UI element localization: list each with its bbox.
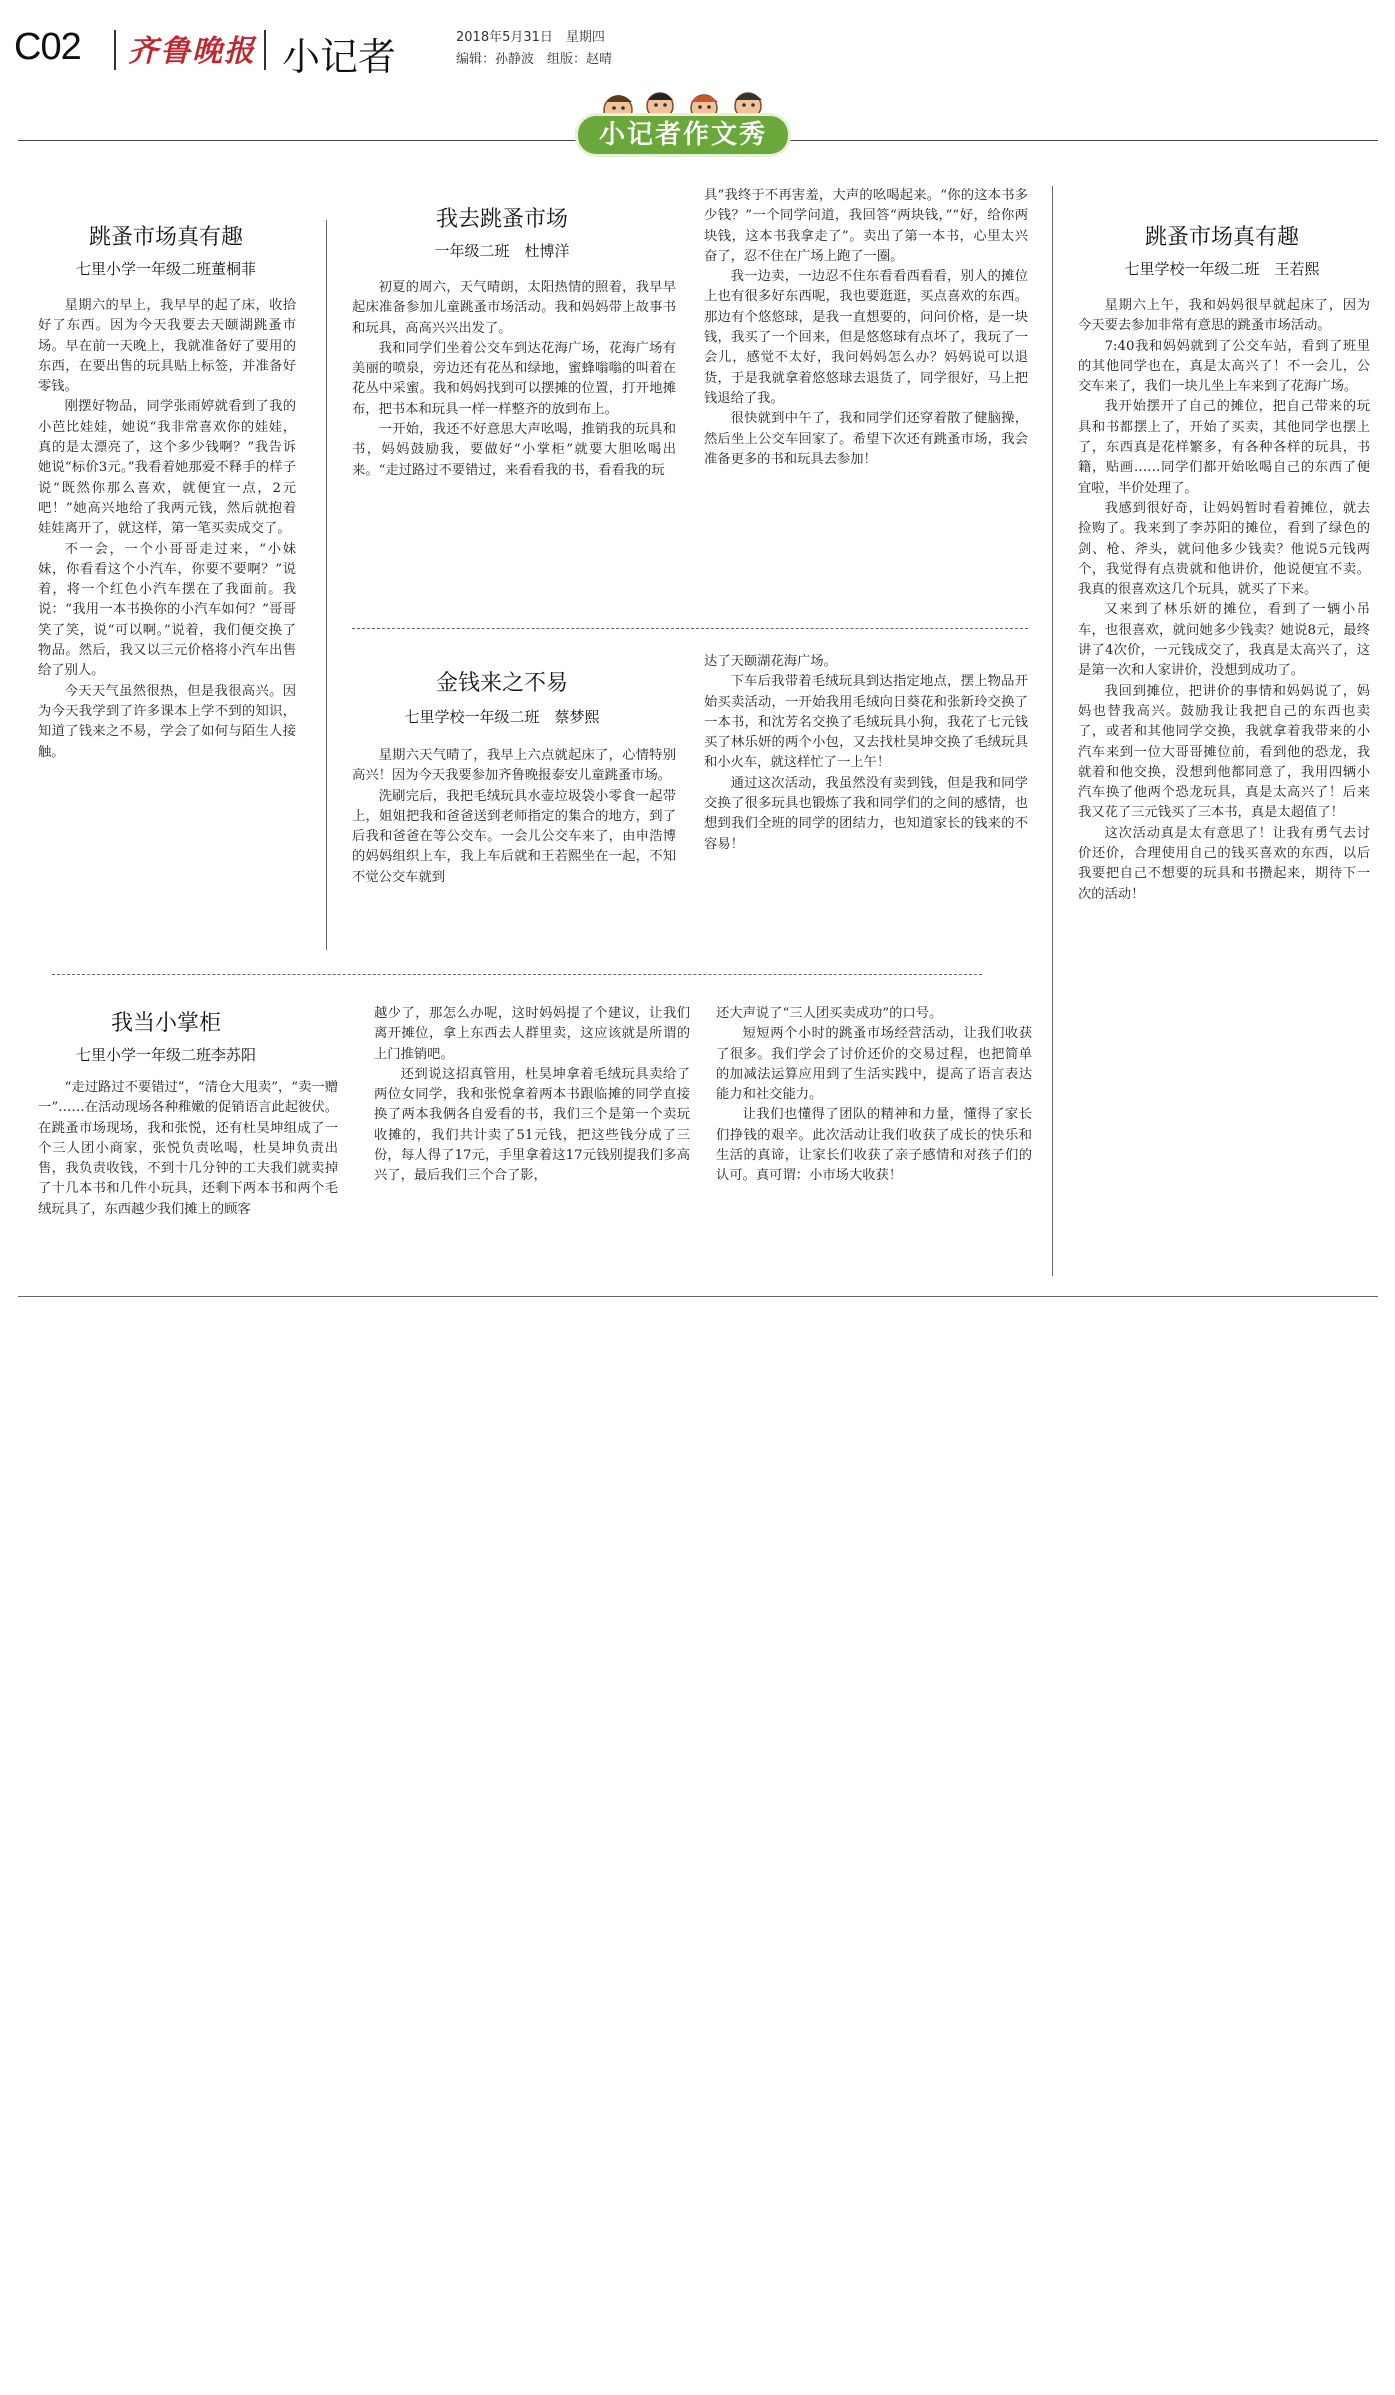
article-body: [38, 1078, 338, 1220]
article-body-continued: [716, 1004, 1032, 1187]
paragraph: 让我们也懂得了团队的精神和力量，懂得了家长们挣钱的艰辛。此次活动让我们收获了成长的快乐和生活的真谛，让家长们收获了亲子感情和对孩子们的认可。真可谓：小市场大收获！: [716, 1107, 1032, 1184]
newspaper-logo: 齐鲁晚报: [128, 34, 256, 69]
article-byline: 一年级二班 杜博洋: [434, 242, 570, 260]
editor-credits: 编辑：孙静波 组版：赵晴: [456, 52, 613, 67]
paragraph: 又来到了林乐妍的摊位，看到了一辆小吊车，也很喜欢，就问她多少钱卖？她说8元，最终讲了4次价，一元钱成交了，我真是太高兴了，这是第一次和人家讲价，没想到成功了。: [1078, 602, 1370, 679]
paragraph: 通过这次活动，我虽然没有卖到钱，但是我和同学交换了很多玩具也锻炼了我和同学们的之间的感情，也想到我们全班的同学的团结力，也知道家长的钱来的不容易！: [704, 775, 1028, 852]
section-divider: [52, 974, 982, 975]
issue-date: 2018年5月31日 星期四: [456, 30, 605, 45]
article-byline: 七里小学一年级二班李苏阳: [75, 1046, 256, 1064]
article-title: 跳蚤市场真有趣: [88, 225, 243, 250]
article-body: [352, 746, 676, 888]
column-divider: [326, 220, 327, 950]
article-body-continued: [374, 1004, 690, 1187]
paragraph: 一开始，我还不好意思大声吆喝，推销我的玩具和书，妈妈鼓励我，要做好“小掌柜”就要大胆吆喝出来。“走过路过不要错过，来看看我的书，看看我的玩: [352, 422, 676, 478]
article-byline: 七里小学一年级二班董桐菲: [75, 260, 256, 278]
column-divider: [1052, 186, 1053, 1276]
masthead-divider: [114, 30, 116, 70]
article-title: 金钱来之不易: [435, 671, 568, 696]
article-body: [38, 296, 296, 763]
section-divider: [352, 628, 1028, 629]
paragraph: 我回到摊位，把讲价的事情和妈妈说了，妈妈也替我高兴。鼓励我让我把自己的东西也卖了，或者和其他同学交换，我就拿着我带来的小汽车来到一位大哥哥摊位前，看到他的恐龙，我就着和他交换，没想到他都同意了，我用四辆小汽车换了他两个恐龙玩具，真是太高兴了！后来我又花了三元钱买了三本书，真是太超值了！: [1078, 683, 1370, 821]
paragraph: 还大声说了“三人团买卖成功”的口号。: [716, 1006, 943, 1021]
paragraph: 星期六上午，我和妈妈很早就起床了，因为今天要去参加非常有意思的跳蚤市场活动。: [1078, 298, 1370, 334]
paragraph: “走过路过不要错过”，“清仓大甩卖”，“卖一赠一”……在活动现场各种稚嫩的促销语言此起彼伏。在跳蚤市场现场，我和张悦，还有杜昊坤组成了一个三人团小商家，张悦负责吆喝，杜昊坤负责出售，我负责收钱，不到十几分钟的工夫我们就卖掉了十几本书和几件小玩具，还剩下两本书和两个毛绒玩具了，东西越少我们摊上的顾客: [38, 1080, 338, 1217]
paragraph: 今天天气虽然很热，但是我很高兴。因为今天我学到了许多课本上学不到的知识，知道了钱来之不易，学会了如何与陌生人接触。: [38, 683, 296, 760]
article-body-continued: [704, 186, 1028, 470]
article-byline: 七里学校一年级二班 蔡梦熙: [404, 708, 600, 726]
paragraph: 我开始摆开了自己的摊位，把自己带来的玩具和书都摆上了，开始了买卖，其他同学也摆上了，东西真是花样繁多，有各种各样的玩具，书籍，贴画……同学们都开始吆喝自己的东西了便宜啦，半价处理了。: [1078, 399, 1370, 496]
paragraph: 短短两个小时的跳蚤市场经营活动，让我们收获了很多。我们学会了讨价还价的交易过程，也把简单的加减法运算应用到了生活实践中，提高了语言表达能力和社交能力。: [716, 1026, 1032, 1103]
paragraph: 刚摆好物品，同学张雨婷就看到了我的小芭比娃娃，她说“我非常喜欢你的娃娃，真的是太漂亮了，这个多少钱啊？”我告诉她说“标价3元。”我看着她那爱不释手的样子说“既然你那么喜欢，就便宜一点，2元吧！”她高兴地给了我两元钱，然后就抱着娃娃离开了，就这样，第一笔买卖成交了。: [38, 399, 296, 537]
paragraph: 洗刷完后，我把毛绒玩具水壶垃圾袋小零食一起带上，姐姐把我和爸爸送到老师指定的集合的地方，到了后我和爸爸在等公交车。一会儿公交车来了，由申浩博的妈妈组织上车，我上车后就和王若熙坐在一起，不知不觉公交车就到: [352, 788, 676, 885]
article-title: 我当小掌柜: [110, 1011, 221, 1036]
article-body: [1078, 296, 1370, 905]
article-byline: 七里学校一年级二班 王若熙: [1124, 260, 1320, 278]
paragraph: 我和同学们坐着公交车到达花海广场，花海广场有美丽的喷泉，旁边还有花丛和绿地，蜜蜂嗡嗡的叫着在花丛中采蜜。我和妈妈找到可以摆摊的位置，打开地摊布，把书本和玩具一样一样整齐的放到布上。: [352, 340, 676, 417]
article-body-continued: [704, 652, 1028, 855]
paragraph: 这次活动真是太有意思了！让我有勇气去讨价还价，合理使用自己的钱买喜欢的东西，以后我要把自己不想要的玩具和书攒起来，期待下一次的活动！: [1078, 825, 1370, 902]
paragraph: 星期六天气晴了，我早上六点就起床了，心情特别高兴！因为今天我要参加齐鲁晚报泰安儿童跳蚤市场。: [352, 748, 676, 784]
column-banner: [548, 84, 810, 164]
masthead-divider: [264, 30, 266, 70]
article-title: 跳蚤市场真有趣: [1144, 225, 1299, 250]
paragraph: 越少了，那怎么办呢，这时妈妈提了个建议，让我们离开摊位，拿上东西去人群里卖，这应该就是所谓的上门推销吧。: [374, 1006, 690, 1062]
paragraph: 我一边卖，一边忍不住东看看西看看，别人的摊位上也有很多好东西呢，我也要逛逛，买点喜欢的东西。那边有个悠悠球，是我一直想要的，问问价格，是一块钱，我买了一个回来，但是悠悠球有点坏了，我玩了一会儿，感觉不太好，我问妈妈怎么办？妈妈说可以退货，于是我就拿着悠悠球去退货了，同学很好，马上把钱退给了我。: [704, 269, 1028, 406]
paragraph: 我感到很好奇，让妈妈暂时看着摊位，就去捡购了。我来到了李苏阳的摊位，看到了绿色的剑、枪、斧头，就问他多少钱卖？他说5元钱两个，我觉得有点贵就和他讲价，他说便宜不卖。我真的很喜欢这几个玩具，就买了下来。: [1078, 500, 1370, 598]
paragraph: 达了天颐湖花海广场。: [704, 654, 837, 669]
paragraph: 很快就到中午了，我和同学们还穿着散了健脑操，然后坐上公交车回家了。希望下次还有跳蚤市场，我会准备更多的书和玩具去参加！: [704, 411, 1028, 467]
paragraph: 还到说这招真管用，杜昊坤拿着毛绒玩具卖给了两位女同学，我和张悦拿着两本书跟临摊的同学直接换了两本我俩各自爱看的书，我们三个是第一个卖玩收摊的，我们共计卖了51元钱，把这些钱分成了三份，每人得了17元，手里拿着这17元钱别提我们多高兴了，最后我们三个合了影，: [374, 1066, 690, 1184]
article-title: 我去跳蚤市场: [435, 207, 568, 232]
page-number: C02: [14, 26, 81, 68]
paragraph: 下车后我带着毛绒玩具到达指定地点，摆上物品开始买卖活动，一开始我用毛绒向日葵花和张新玲交换了一本书，和沈芳名交换了毛绒玩具小狗，我花了七元钱买了林乐妍的两个小包，又去找杜昊坤交换了毛绒玩具和小火车，就这样忙了一上午！: [704, 674, 1028, 771]
paragraph: 不一会，一个小哥哥走过来，“小妹妹，你看看这个小汽车，你要不要啊？”说着，将一个红色小汽车摆在了我面前。我说：“我用一本书换你的小汽车如何？”哥哥笑了笑，说“可以啊。”说着，我们便交换了物品。然后，我又以三元价格将小汽车出售给了别人。: [38, 541, 296, 679]
section-title: 小记者: [282, 35, 397, 79]
paragraph: 具”我终于不再害羞，大声的吆喝起来。“你的这本书多少钱？”一个同学问道，我回答“两块钱，”“好，给你两块钱，这本书我拿走了”。卖出了第一本书，心里太兴奋了，忍不住在广场上跑了一圈。: [704, 188, 1028, 264]
paragraph: 7:40我和妈妈就到了公交车站，看到了班里的其他同学也在，真是太高兴了！不一会儿，公交车来了，我们一块儿坐上车来到了花海广场。: [1078, 338, 1370, 395]
column-banner-title: 小记者作文秀: [578, 116, 788, 154]
article-body: [352, 278, 676, 481]
paragraph: 初夏的周六，天气晴朗，太阳热情的照着，我早早起床准备参加儿童跳蚤市场活动。我和妈妈带上故事书和玩具，高高兴兴出发了。: [352, 280, 676, 336]
footer-rule: [18, 1296, 1378, 1297]
paragraph: 星期六的早上，我早早的起了床，收拾好了东西。因为今天我要去天颐湖跳蚤市场。早在前一天晚上，我就准备好了要用的东西，在要出售的玩具贴上标签，并准备好零钱。: [38, 298, 296, 395]
